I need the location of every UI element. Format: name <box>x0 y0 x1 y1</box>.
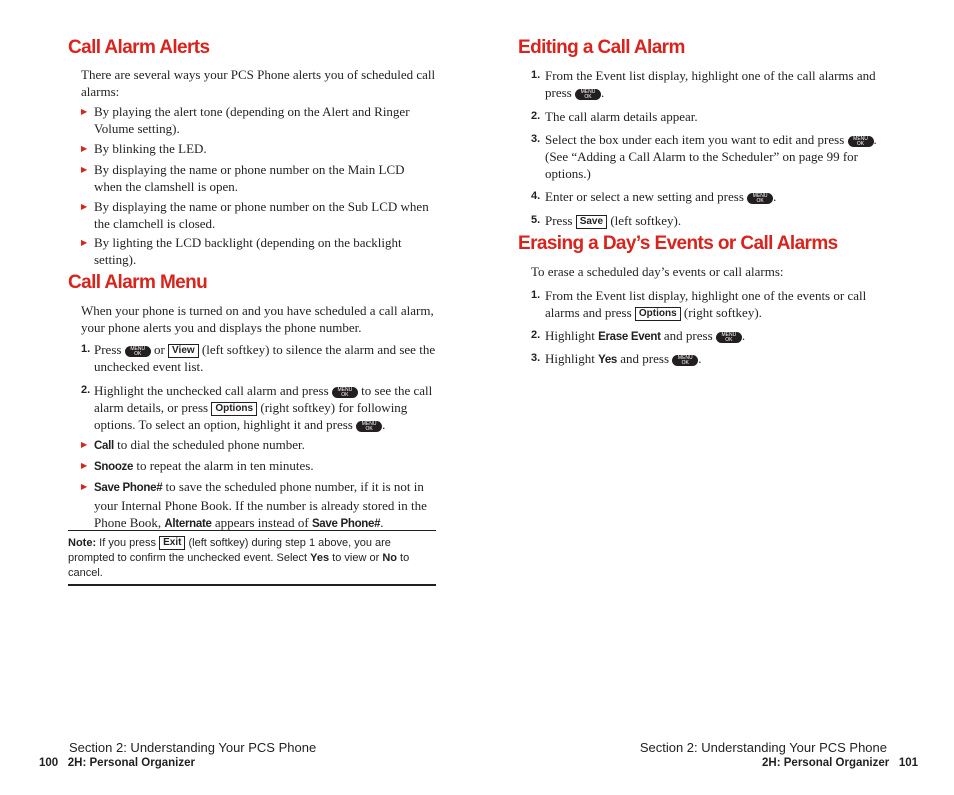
step-number: 5. <box>531 214 541 226</box>
bullet-arrow-icon: ▶ <box>81 238 88 247</box>
option-save-phone: Save Phone# to save the scheduled phone number, if it is not in your Internal Phone Book. If the number is already stored in the Phone Book, Alternate appears instead of Save Phone#. <box>94 479 427 530</box>
alerts-intro: There are several ways your PCS Phone alerts you of scheduled call alarms: <box>81 67 436 99</box>
menu-step-2: Highlight the unchecked call alarm and press MENU OK to see the call alarm details, or press Options (right softkey) for following options. To select an option, highlight it and press MENU OK . <box>94 383 433 432</box>
menu-ok-key-icon: MENU OK <box>848 136 874 147</box>
edit-step-2: The call alarm details appear. <box>545 109 698 124</box>
note-box: Note: If you press Exit (left softkey) during step 1 above, you are prompted to confirm the unchecked event. Select Yes to view or No to cancel. <box>68 530 436 586</box>
menu-ok-key-icon: MENU OK <box>125 346 151 357</box>
alerts-bullet-4: By displaying the name or phone number on the Sub LCD when the clamchell is closed. <box>94 199 429 231</box>
menu-ok-key-icon: MENU OK <box>716 332 742 343</box>
footer-right-section: Section 2: Understanding Your PCS Phone <box>639 740 887 755</box>
bullet-arrow-icon: ▶ <box>81 202 88 211</box>
erase-step-1: From the Event list display, highlight one of the events or call alarms and press Options (right softkey). <box>545 288 867 320</box>
bullet-arrow-icon: ▶ <box>81 461 88 470</box>
menu-ok-key-icon: MENU OK <box>575 89 601 100</box>
erase-step-3: Highlight Yes and press MENU OK . <box>545 351 702 366</box>
exit-softkey: Exit <box>159 536 185 550</box>
step-number: 4. <box>531 190 541 202</box>
bullet-arrow-icon: ▶ <box>81 165 88 174</box>
heading-erasing-events: Erasing a Day’s Events or Call Alarms <box>518 233 838 254</box>
menu-ok-key-icon: MENU OK <box>356 421 382 432</box>
bullet-arrow-icon: ▶ <box>81 482 88 491</box>
footer-left-page <box>39 757 195 769</box>
option-snooze: Snooze to repeat the alarm in ten minutes. <box>94 458 314 473</box>
save-softkey: Save <box>576 215 607 229</box>
erase-intro: To erase a scheduled day’s events or call alarms: <box>531 264 784 279</box>
footer-right-page <box>762 757 918 769</box>
bullet-arrow-icon: ▶ <box>81 107 88 116</box>
options-softkey: Options <box>635 307 681 321</box>
step-number: 1. <box>531 289 541 301</box>
menu-ok-key-icon: MENU OK <box>747 193 773 204</box>
heading-call-alarm-menu: Call Alarm Menu <box>68 272 208 293</box>
edit-step-5: Press Save (left softkey). <box>545 213 682 228</box>
heading-editing-call-alarm: Editing a Call Alarm <box>518 37 685 58</box>
alerts-bullet-1: By playing the alert tone (depending on the Alert and Ringer Volume setting). <box>94 104 410 136</box>
heading-call-alarm-alerts: Call Alarm Alerts <box>68 37 210 58</box>
step-number: 1. <box>81 343 91 355</box>
bullet-arrow-icon: ▶ <box>81 144 88 153</box>
option-call: Call to dial the scheduled phone number. <box>94 437 305 452</box>
options-softkey: Options <box>211 402 257 416</box>
page-number-left: 100 <box>39 757 59 769</box>
menu-ok-key-icon: MENU OK <box>672 355 698 366</box>
page-number-right: 101 <box>898 757 918 769</box>
edit-step-4: Enter or select a new setting and press MENU OK . <box>545 189 777 204</box>
step-number: 3. <box>531 133 541 145</box>
alerts-bullet-2: By blinking the LED. <box>94 141 207 156</box>
view-softkey: View <box>168 344 199 358</box>
step-number: 2. <box>81 384 91 396</box>
chapter-right: 2H: Personal Organizer <box>762 757 890 769</box>
menu-ok-key-icon: MENU OK <box>332 387 358 398</box>
step-number: 3. <box>531 352 541 364</box>
chapter-left: 2H: Personal Organizer <box>67 757 195 769</box>
menu-step-1: Press MENU OK or View (left softkey) to silence the alarm and see the unchecked event list. <box>94 342 436 374</box>
step-number: 2. <box>531 329 541 341</box>
step-number: 1. <box>531 69 541 81</box>
edit-step-3: Select the box under each item you want to edit and press MENU OK . (See “Adding a Call Alarm to the Scheduler” on page 99 for options.) <box>545 132 877 181</box>
erase-step-2: Highlight Erase Event and press MENU OK . <box>545 328 746 343</box>
alerts-bullet-3: By displaying the name or phone number on the Main LCD when the clamshell is open. <box>94 162 405 194</box>
menu-intro: When your phone is turned on and you have scheduled a call alarm, your phone alerts you and displays the phone number. <box>81 303 434 335</box>
alerts-bullet-5: By lighting the LCD backlight (depending on the backlight setting). <box>94 235 402 267</box>
edit-step-1: From the Event list display, highlight one of the call alarms and press MENU OK . <box>545 68 876 100</box>
bullet-arrow-icon: ▶ <box>81 440 88 449</box>
step-number: 2. <box>531 110 541 122</box>
footer-left-section: Section 2: Understanding Your PCS Phone <box>69 740 317 755</box>
